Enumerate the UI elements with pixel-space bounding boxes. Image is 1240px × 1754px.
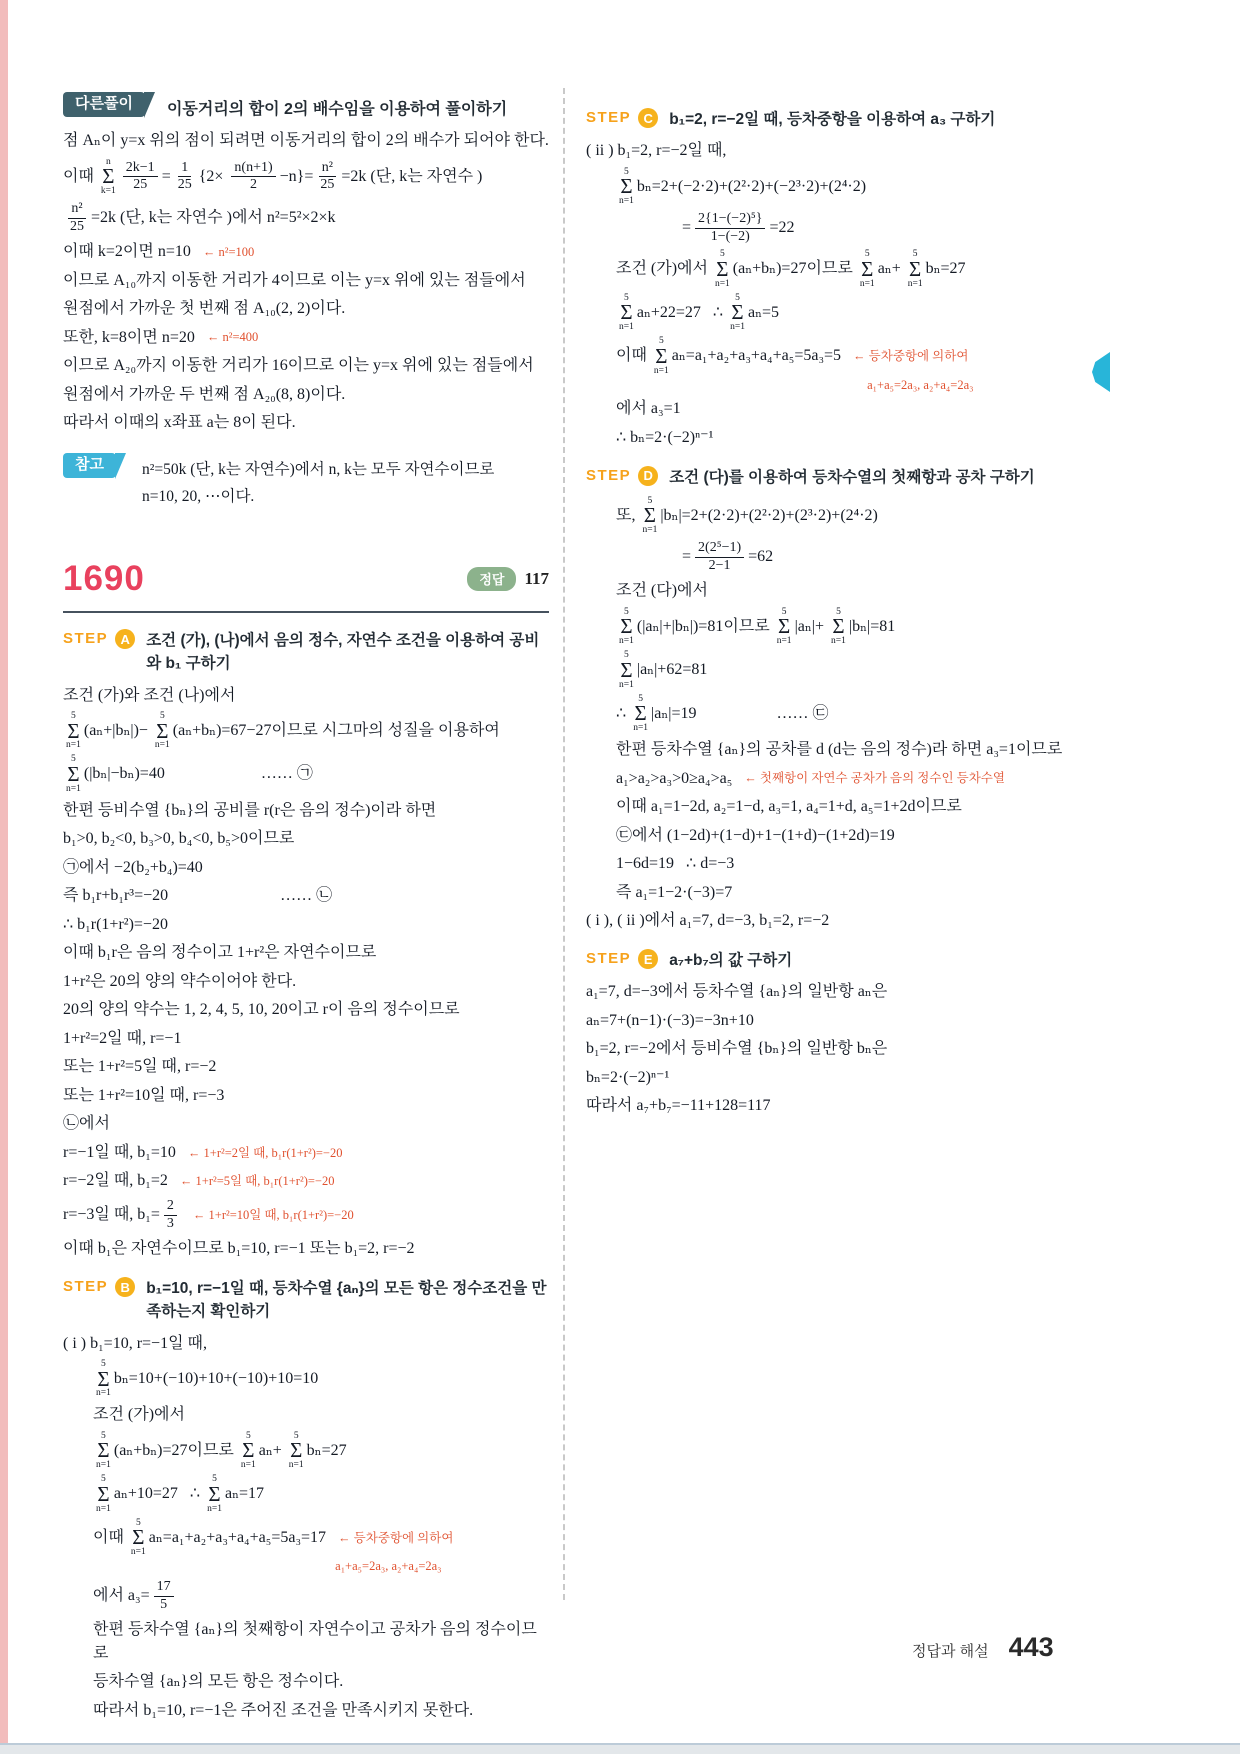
solution-text: 1+r²은 20의 양의 약수이어야 한다. <box>63 972 297 990</box>
solution-line <box>586 695 1088 734</box>
solution-line <box>63 941 549 965</box>
sigma-notation: 5 Σ n=1 <box>240 1430 256 1471</box>
sigma-notation: 5 Σ n=1 <box>619 166 634 207</box>
footer-label: 정답과 해설 <box>912 1643 989 1660</box>
solution-line <box>63 684 549 708</box>
solution-text: 이므로 A₂₀까지 이동한 거리가 16이므로 이는 y=x 위에 있는 점들에서 <box>63 357 534 375</box>
sigma-notation: 5 Σ n=1 <box>730 292 745 333</box>
solution-line <box>63 1519 549 1558</box>
step-word: STEP <box>63 1278 109 1295</box>
sigma-notation: 5 Σ n=1 <box>859 249 875 289</box>
solution-line <box>142 485 494 508</box>
sigma-notation: 5 Σ n=1 <box>619 606 634 647</box>
fraction: $\frac{\text{n²}}{25}$ <box>70 200 84 234</box>
solution-line <box>586 909 1088 933</box>
red-annotation: ← 1+r²=2일 때, b₁r(1+r²)=−20 <box>187 1145 343 1160</box>
red-annotation: ← n²=400 <box>206 330 259 345</box>
solution-line <box>586 852 1088 876</box>
solution-line <box>586 608 1088 647</box>
solution-text: 이때 a₁=1−2d, a₂=1−d, a₃=1, a₄=1+d, a₅=1+2d이므로 <box>616 798 962 816</box>
solution-line <box>63 129 549 153</box>
sigma-notation: 5 Σ n=1 <box>653 336 669 376</box>
solution-line <box>586 795 1088 819</box>
solution-text: aₙ=7+(n−1)·(−3)=−3n+10 <box>586 1011 754 1029</box>
solution-line <box>586 211 1088 246</box>
solution-text: 이때 b₁은 자연수이므로 b₁=10, r=−1 또는 b₁=2, r=−2 <box>63 1240 415 1257</box>
sigma-notation: n Σ k=1 <box>100 156 116 196</box>
sigma-notation: 5 Σ n=1 <box>96 1474 111 1514</box>
solution-text: 따라서 b₁=10, r=−1은 주어진 조건을 만족시키지 못한다. <box>93 1701 474 1719</box>
fraction: $\frac{2k-1}{25}$ <box>123 160 158 195</box>
right-column <box>586 92 1088 1123</box>
solution-line <box>63 1237 549 1261</box>
solution-text: 원점에서 가까운 첫 번째 점 A₁₀(2, 2)이다. <box>63 300 346 318</box>
page-bottom-edge <box>0 1743 1240 1754</box>
fraction: $\frac{17}{5}$ <box>154 1579 174 1614</box>
solution-text: 5 Σ n=1 bₙ=10+(−10)+10+(−10)+10=10 <box>96 1359 319 1399</box>
solution-text: n=10, 20, ⋯이다. <box>141 488 255 506</box>
solution-line <box>586 767 1088 791</box>
solution-line <box>63 1360 549 1399</box>
sigma-notation: 5 Σ n=1 <box>619 650 634 690</box>
red-annotation: ← 등차중항에 의하여 <box>338 1530 454 1545</box>
solution-text: 한편 등차수열 {aₙ}의 첫째항이 자연수이고 공차가 음의 정수이므로 <box>93 1620 537 1662</box>
solution-text: 조건 (다)에서 <box>616 582 708 600</box>
solution-line <box>63 326 549 350</box>
solution-text: n²=50k (단, k는 자연수)에서 n, k는 모두 자연수이므로 <box>141 460 495 478</box>
solution-line <box>63 240 549 264</box>
step-block-E <box>586 949 1088 1118</box>
solution-text: 5 Σ n=1 (|aₙ|+|bₙ|)=81이므로 5 Σ n=1 |aₙ|+ 5 Σ n=1 |bₙ|=81 <box>619 606 896 647</box>
solution-line <box>63 269 549 293</box>
sigma-notation: 5 Σ n=1 <box>714 249 730 289</box>
step-letter-badge: A <box>115 629 135 649</box>
solution-text: 또는 1+r²=5일 때, r=−2 <box>63 1058 217 1076</box>
problem-number: 1690 <box>63 559 145 599</box>
solution-text: 이때 5 Σ n=1 aₙ=a₁+a₂+a₃+a₄+a₅=5a₃=17 <box>93 1517 327 1558</box>
solution-line <box>586 738 1088 762</box>
solution-text: bₙ=2·(−2)ⁿ⁻¹ <box>586 1068 670 1086</box>
solution-text: r=−3일 때, b₁= $\frac{2}{3}$ <box>63 1198 181 1233</box>
solution-line <box>586 139 1088 163</box>
solution-text: b₁>0, b₂<0, b₃>0, b₄<0, b₅>0이므로 <box>63 830 295 848</box>
solution-text: 즉 a₁=1−2·(−3)=7 <box>616 883 733 901</box>
solution-line <box>63 1699 549 1723</box>
red-annotation: ← 등차중항에 의하여 <box>853 349 969 364</box>
solution-text: 5 Σ n=1 bₙ=2+(−2·2)+(2²·2)+(−2³·2)+(2⁴·2) <box>619 166 867 207</box>
step-word: STEP <box>586 466 632 484</box>
solution-text: ∴ b₁r(1+r²)=−20 <box>63 915 168 933</box>
solution-text: ㉢에서 (1−2d)+(1−d)+1−(1+d)−(1+2d)=19 <box>616 826 895 844</box>
step-header <box>586 466 1088 489</box>
solution-text: 또, 5 Σ n=1 |bₙ|=2+(2·2)+(2²·2)+(2³·2)+(2⁴·2) <box>616 495 878 536</box>
solution-text: 따라서 a₇+b₇=−11+128=117 <box>586 1097 771 1115</box>
solution-line <box>586 1037 1088 1061</box>
solution-line <box>586 497 1088 536</box>
solution-text: a₁=7, d=−3에서 등차수열 {aₙ}의 일반항 aₙ은 <box>586 983 888 1001</box>
solution-line <box>586 397 1088 421</box>
step-block-D <box>586 466 1088 934</box>
red-annotation: ← 첫째항이 자연수 공차가 음의 정수인 등차수열 <box>744 771 1005 786</box>
sigma-notation: 5 Σ n=1 <box>776 606 792 647</box>
alt-solution-badge: 다른풀이 <box>63 92 145 117</box>
solution-text: 또한, k=8이면 n=20 <box>63 328 195 346</box>
solution-line <box>586 426 1088 450</box>
sigma-notation: 5 Σ n=1 <box>288 1430 304 1471</box>
reference-note-lines <box>142 453 494 513</box>
solution-text: 1+r²=2일 때, r=−1 <box>63 1029 182 1047</box>
solution-line <box>63 297 549 321</box>
solution-line <box>63 1084 549 1108</box>
sigma-notation: 5 Σ n=1 <box>619 292 634 333</box>
solution-line <box>586 1094 1088 1118</box>
solution-text: 이때 n Σ k=1 $\frac{2k-1}{25}$ = $\frac{1}{25}$ {2× $\frac{n(n+1)}{2}$ −n}= $\frac{\text{n²}}{25}$ =2k (단, k는 자연수 ) <box>63 156 483 196</box>
solution-text: 이므로 A₁₀까지 이동한 거리가 4이므로 이는 y=x 위에 있는 점들에서 <box>63 271 526 289</box>
solution-line <box>63 1670 549 1694</box>
solution-text: b₁=2, r=−2에서 등비수열 {bₙ}의 일반항 bₙ은 <box>586 1040 888 1058</box>
page-edge-tab <box>1092 352 1110 392</box>
solution-line <box>586 980 1088 1004</box>
solution-line <box>586 579 1088 603</box>
solution-line <box>586 294 1088 333</box>
reference-note-badge: 참고 <box>63 453 116 478</box>
solution-text: 원점에서 가까운 두 번째 점 A₂₀(8, 8)이다. <box>63 385 346 403</box>
solution-text: 5 Σ n=1 (|bₙ|−bₙ)=40 …… ㉠ <box>66 754 313 794</box>
solution-text: 5 Σ n=1 (aₙ+|bₙ|)− 5 Σ n=1 (aₙ+bₙ)=67−27이므로 시그마의 성질을 이용하여 <box>66 711 500 751</box>
solution-line <box>63 1169 549 1193</box>
step-title: 조건 (가), (나)에서 음의 정수, 자연수 조건을 이용하여 공비와 b₁ 구하기 <box>146 632 540 673</box>
solution-line <box>63 1112 549 1136</box>
sigma-notation: 5 Σ n=1 <box>66 711 81 751</box>
sigma-notation: 5 Σ n=1 <box>907 249 923 289</box>
solution-line <box>63 1141 549 1165</box>
solution-text: ∴ bₙ=2·(−2)ⁿ⁻¹ <box>616 428 714 446</box>
solution-text: 이때 5 Σ n=1 aₙ=a₁+a₂+a₃+a₄+a₅=5a₃=5 <box>616 336 842 376</box>
solution-line <box>63 1403 549 1427</box>
solution-line <box>63 998 549 1022</box>
solution-line <box>63 1198 549 1233</box>
solution-text: 따라서 이때의 x좌표 a는 8이 된다. <box>63 414 296 432</box>
solution-text: 등차수열 {aₙ}의 모든 항은 정수이다. <box>93 1673 344 1691</box>
solution-line <box>586 540 1088 575</box>
solution-text: ( i ) b₁=10, r=−1일 때, <box>63 1334 207 1352</box>
solution-line <box>63 712 549 751</box>
step-header <box>63 1277 549 1324</box>
solution-text: 한편 등차수열 {aₙ}의 공차를 d (d는 음의 정수)라 하면 a₃=1이므로 <box>616 741 1063 759</box>
alt-solution-block <box>63 92 549 435</box>
solution-text: 5 Σ n=1 aₙ+22=27 ∴ 5 Σ n=1 aₙ=5 <box>619 292 780 333</box>
step-header <box>586 108 1088 131</box>
red-annotation: ← 1+r²=5일 때, b₁r(1+r²)=−20 <box>179 1174 335 1189</box>
page-footer <box>912 1632 1054 1663</box>
solution-line <box>142 458 494 481</box>
answer-badge: 정답 <box>467 567 516 591</box>
sigma-notation: 5 Σ n=1 <box>642 495 658 536</box>
step-letter-badge: D <box>638 466 658 486</box>
solution-text: 에서 a₃= $\frac{17}{5}$ <box>93 1579 178 1614</box>
fraction: $\frac{n(n+1)}{2}$ <box>231 160 275 195</box>
solution-text: 20의 양의 약수는 1, 2, 4, 5, 10, 20이고 r이 음의 정수이므로 <box>63 1001 460 1019</box>
sigma-notation: 5 Σ n=1 <box>96 1430 111 1471</box>
step-letter-badge: E <box>638 949 658 969</box>
solution-text: 5 Σ n=1 aₙ+10=27 ∴ 5 Σ n=1 aₙ=17 <box>96 1474 265 1514</box>
solution-text: ( ii ) b₁=2, r=−2일 때, <box>586 142 727 160</box>
sigma-notation: 5 Σ n=1 <box>207 1474 222 1514</box>
solution-line <box>586 1009 1088 1033</box>
solution-line <box>63 827 549 851</box>
red-annotation-line2: a₁+a₅=2a₃, a₂+a₄=2a₃ <box>335 1559 442 1574</box>
left-column <box>63 92 549 1727</box>
solution-text: 이때 b₁r은 음의 정수이고 1+r²은 자연수이므로 <box>63 944 377 962</box>
solution-text: ㉡에서 <box>63 1115 110 1133</box>
solution-text: r=−1일 때, b₁=10 <box>63 1143 176 1161</box>
solution-line <box>586 651 1088 690</box>
solution-text: $\frac{\text{n²}}{25}$ =2k (단, k는 자연수 )에서 n²=5²×2×k <box>63 201 336 236</box>
fraction: $\frac{\text{2\{1−(−2)⁵\}}}{1-(-2)}$ <box>695 211 765 246</box>
solution-line <box>63 884 549 908</box>
solution-text: 조건 (가)에서 <box>93 1406 185 1424</box>
solution-text: a₁>a₂>a₃>0≥a₄>a₅ <box>616 769 733 787</box>
solution-line <box>586 168 1088 207</box>
solution-line <box>63 856 549 880</box>
fraction: $\frac{1}{25}$ <box>177 159 192 193</box>
solution-line <box>63 1475 549 1514</box>
alt-solution-title: 이동거리의 합이 2의 배수임을 이용하여 풀이하기 <box>166 101 508 118</box>
fraction: $\frac{2}{3}$ <box>164 1198 177 1233</box>
step-title: 조건 (다)를 이용하여 등차수열의 첫째항과 공차 구하기 <box>669 468 1035 486</box>
step-title: b₁=10, r=−1일 때, 등차수열 {aₙ}의 모든 항은 정수조건을 만족하는지 확인하기 <box>146 1280 547 1321</box>
solution-text: 조건 (가)와 조건 (나)에서 <box>63 686 236 704</box>
answer-value: 117 <box>524 569 549 589</box>
step-word: STEP <box>586 950 632 968</box>
footer-page-number: 443 <box>1008 1632 1054 1662</box>
right-steps <box>586 108 1088 1118</box>
solution-text: ∴ 5 Σ n=1 |aₙ|=19 …… ㉢ <box>616 693 829 734</box>
solution-text: 한편 등비수열 {bₙ}의 공비를 r(r은 음의 정수)이라 하면 <box>63 801 437 819</box>
solution-text: 에서 a₃=1 <box>616 400 681 418</box>
solution-line <box>63 799 549 823</box>
sigma-notation: 5 Σ n=1 <box>154 711 170 751</box>
step-letter-badge: C <box>638 108 658 128</box>
red-annotation: ← 1+r²=10일 때, b₁r(1+r²)=−20 <box>192 1207 354 1222</box>
sigma-notation: 5 Σ n=1 <box>633 693 649 734</box>
step-header <box>586 949 1088 972</box>
fraction: $\frac{\text{2(2⁵−1)}}{2-1}$ <box>695 540 744 575</box>
solution-line <box>63 1579 549 1614</box>
step-title: a₇+b₇의 값 구하기 <box>669 952 793 970</box>
solution-text: 5 Σ n=1 |aₙ|+62=81 <box>619 650 708 690</box>
solution-text: 또는 1+r²=10일 때, r=−3 <box>63 1086 225 1104</box>
step-block-A <box>63 629 549 1261</box>
solution-line <box>63 411 549 435</box>
column-divider <box>563 88 565 1600</box>
solution-line <box>63 1618 549 1666</box>
solution-line <box>63 913 549 937</box>
solution-text: = $\frac{\text{2\{1−(−2)⁵\}}}{1-(-2)}$ =22 <box>682 211 795 244</box>
step-header <box>63 629 549 676</box>
alt-solution-lines <box>63 129 549 435</box>
fraction: $\frac{\text{n²}}{25}$ <box>320 159 335 193</box>
solution-text: = $\frac{\text{2(2⁵−1)}}{2-1}$ =62 <box>682 540 774 574</box>
solution-text: ( i ), ( ii )에서 a₁=7, d=−3, b₁=2, r=−2 <box>586 912 830 930</box>
step-block-B <box>63 1277 549 1723</box>
solution-line <box>63 970 549 994</box>
solution-line <box>586 250 1088 289</box>
solution-text: 점 Aₙ이 y=x 위의 점이 되려면 이동거리의 합이 2의 배수가 되어야 한다. <box>63 132 549 149</box>
sigma-notation: 5 Σ n=1 <box>831 606 846 647</box>
sigma-notation: 5 Σ n=1 <box>96 1359 111 1399</box>
solution-line <box>63 1332 549 1356</box>
red-annotation-line2: a₁+a₅=2a₃, a₂+a₄=2a₃ <box>867 377 974 392</box>
solution-text: 즉 b₁r+b₁r³=−20 …… ㉡ <box>63 887 333 905</box>
step-block-C <box>586 108 1088 450</box>
solution-line <box>586 824 1088 848</box>
step-letter-badge: B <box>115 1277 135 1297</box>
solution-line <box>63 383 549 407</box>
solution-text: 이때 k=2이면 n=10 <box>63 243 191 261</box>
step-title: b₁=2, r=−2일 때, 등차중항을 이용하여 a₃ 구하기 <box>669 111 996 128</box>
solution-text: ㉠에서 −2(b₂+b₄)=40 <box>63 858 203 876</box>
answer-group <box>467 567 549 591</box>
problem-header <box>63 559 549 613</box>
solution-line <box>586 881 1088 905</box>
solution-text: 1−6d=19 ∴ d=−3 <box>616 855 735 873</box>
solution-line <box>63 1055 549 1079</box>
red-annotation: ← n²=100 <box>202 244 255 259</box>
left-steps <box>63 629 549 1723</box>
solution-line <box>63 755 549 794</box>
sigma-notation: 5 Σ n=1 <box>66 754 81 794</box>
sigma-notation: 5 Σ n=1 <box>130 1517 146 1558</box>
solution-line <box>63 158 549 197</box>
step-word: STEP <box>586 109 632 126</box>
alt-solution-header <box>63 92 549 119</box>
page-edge-strip <box>0 0 8 1754</box>
solution-text: 5 Σ n=1 (aₙ+bₙ)=27이므로 5 Σ n=1 aₙ+ 5 Σ n=1 bₙ=27 <box>96 1430 347 1471</box>
solution-line <box>63 354 549 378</box>
reference-note-block <box>63 453 549 513</box>
step-word: STEP <box>63 630 109 648</box>
solution-line <box>63 1432 549 1471</box>
solution-line <box>63 1027 549 1051</box>
solution-text: r=−2일 때, b₁=2 <box>63 1172 168 1190</box>
solution-line <box>63 201 549 236</box>
solution-line <box>586 337 1088 376</box>
solution-line <box>586 1066 1088 1090</box>
solution-text: 조건 (가)에서 5 Σ n=1 (aₙ+bₙ)=27이므로 5 Σ n=1 aₙ+ 5 Σ n=1 bₙ=27 <box>616 249 966 289</box>
